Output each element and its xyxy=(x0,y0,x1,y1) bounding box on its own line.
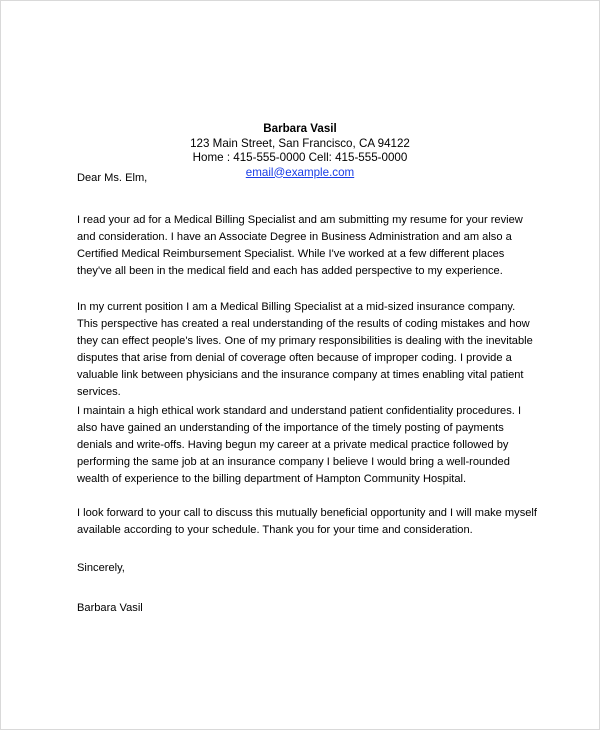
sender-name: Barbara Vasil xyxy=(263,122,337,135)
body-paragraph-4: I look forward to your call to discuss this mutually beneficial opportunity and I will make myself available according to your schedule. Thank you for your time and consideration. xyxy=(77,507,537,536)
body-paragraph-2: In my current position I am a Medical Billing Specialist at a mid-sized insurance company. This perspective has created a real understanding of the results of coding mistakes and how they can effect people's lives. One of my primary responsibilities is dealing with the inevitable disputes that arise from denial of coverage often because of improper coding. I provide a valuable link between physicians and the insurance company at times enabling vital patient services. xyxy=(77,301,533,398)
body-paragraph-1: I read your ad for a Medical Billing Specialist and am submitting my resume for your review and consideration. I have an Associate Degree in Business Administration and am also a Certified Medical Reimbursement Specialist. While I've worked at a few different places they've all been in the medical field and each has added perspective to my experience. xyxy=(77,214,523,277)
closing: Sincerely, xyxy=(77,562,125,574)
sender-phones: Home : 415-555-0000 Cell: 415-555-0000 xyxy=(192,151,408,164)
signature-name: Barbara Vasil xyxy=(77,602,143,614)
salutation: Dear Ms. Elm, xyxy=(77,172,148,184)
sender-address: 123 Main Street, San Francisco, CA 94122 xyxy=(190,136,410,150)
sender-email-link[interactable]: email@example.com xyxy=(245,165,355,179)
body-paragraph-3: I maintain a high ethical work standard and understand patient confidentiality procedures. I also have gained an understanding of the importance of the timely posting of payments denials and write-offs. Having begun my career at a private medical practice followed by performing the same job at an insurance company I believe I would bring a well-rounded wealth of experience to the billing department of Hampton Community Hospital. xyxy=(77,405,522,485)
